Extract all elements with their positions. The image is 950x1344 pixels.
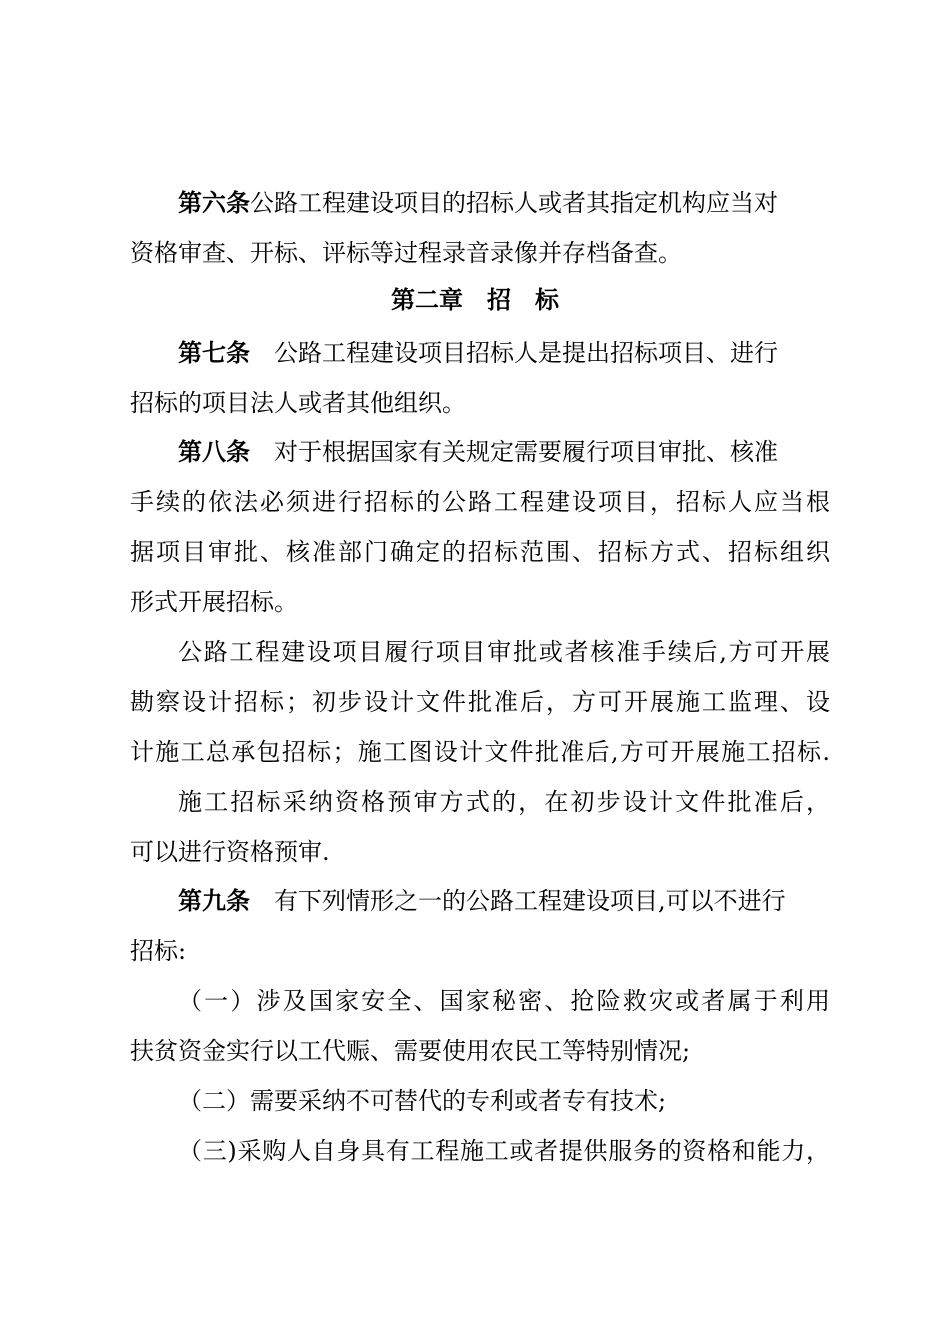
- article-8-text: 对于根据国家有关规定需要履行项目审批、核准: [274, 438, 778, 466]
- article-7-line-1: [178, 338, 830, 368]
- article-7-label: 第七条: [178, 339, 250, 367]
- article-8-line-3: 据项目审批、核准部门确定的招标范围、招标方式、招标组织: [130, 538, 830, 566]
- article-7-line-2: 招标的项目法人或者其他组织。: [130, 389, 466, 417]
- article-6-line-2: 资格审查、开标、评标等过程录音录像并存档备查。: [130, 239, 682, 267]
- article-9-line-2: 招标:: [130, 937, 187, 965]
- chapter-name: 招 标: [487, 286, 559, 314]
- article-9-item-2: （二）需要采纳不可替代的专利或者专有技术;: [178, 1087, 667, 1115]
- article-7-text: 公路工程建设项目招标人是提出招标项目、进行: [274, 339, 778, 367]
- article-8-para-2-line-1: 公路工程建设项目履行项目审批或者核准手续后,方可开展: [178, 638, 830, 666]
- article-9-item-3: （三)采购人自身具有工程施工或者提供服务的资格和能力，: [178, 1137, 830, 1165]
- article-9-item-1-line-1: （一）涉及国家安全、国家秘密、抢险救灾或者属于利用: [178, 987, 830, 1015]
- article-8-line-4: 形式开展招标。: [130, 588, 298, 616]
- article-8-label: 第八条: [178, 438, 250, 466]
- article-8-line-1: [178, 437, 830, 467]
- article-9-item-1-line-2: 扶贫资金实行以工代赈、需要使用农民工等特别情况;: [130, 1037, 691, 1065]
- article-6-text: 公路工程建设项目的招标人或者其指定机构应当对: [250, 189, 778, 217]
- article-8-para-3-line-2: 可以进行资格预审.: [130, 838, 330, 866]
- article-8-para-3-line-1: 施工招标采纳资格预审方式的，在初步设计文件批准后，: [178, 788, 830, 816]
- article-9-text: 有下列情形之一的公路工程建设项目,可以不进行: [274, 887, 786, 915]
- article-6-line-1: [178, 188, 830, 218]
- article-8-para-2-line-2: 勘察设计招标；初步设计文件批准后，方可开展施工监理、设: [130, 688, 830, 716]
- article-8-line-2: 手续的依法必须进行招标的公路工程建设项目，招标人应当根: [130, 488, 830, 516]
- article-8-para-2-line-3: 计施工总承包招标；施工图设计文件批准后,方可开展施工招标.: [130, 738, 830, 766]
- chapter-heading: [0, 285, 950, 315]
- chapter-number: 第二章: [391, 286, 463, 314]
- article-9-line-1: [178, 886, 830, 916]
- article-6-label: 第六条: [178, 189, 250, 217]
- article-9-label: 第九条: [178, 887, 250, 915]
